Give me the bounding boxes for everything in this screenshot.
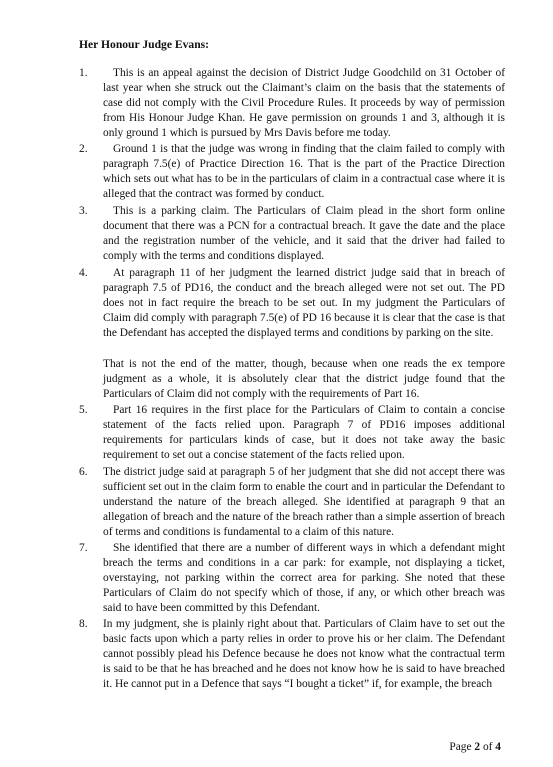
paragraph-text: In my judgment, she is plainly right about that. Particulars of Claim have to set out the basic facts upon which a party relies in order to prove his or her claim. The Defendant cannot possibly plead his Defence because he does not know what the contractual term is said to be that he has breached and he does not know how he is said to have breached it. He cannot put in a Defence that says “I bought a ticket” if, for example, the breach [103, 618, 505, 690]
page-number-current: 2 [474, 741, 481, 753]
paragraph-number: 3. [79, 205, 88, 217]
paragraph-number: 2. [79, 143, 88, 155]
paragraph-text: She identified that there are a number of different ways in which a defendant might breach the terms and conditions in a car park: for example, not displaying a ticket, overstaying, not parking within the correct area for parking. She noted that these Particulars of Claim do not specify which of those, if any, or which other breach was said to have been committed by this Defendant. [103, 542, 505, 614]
paragraph-number: 1. [79, 67, 88, 79]
paragraph-number: 6. [79, 466, 88, 478]
paragraph-number: 4. [79, 267, 88, 279]
paragraph-text: At paragraph 11 of her judgment the learned district judge said that in breach of paragraph 7.5 of PD16, the conduct and the breach alleged were not set out. The PD does not in fact require the breach to be set out. In my judgment the Particulars of Claim did comply with paragraph 7.5(e) of PD 16 because it is clear that the case is that the Defendant has accepted the displayed terms and conditions by parking on the site. [103, 267, 505, 339]
paragraph-text: Part 16 requires in the first place for the Particulars of Claim to contain a concise statement of the facts relied upon. Paragraph 7 of PD16 imposes additional requirements for particulars kinds of case, but it does not take away the basic requirement to set out a concise statement of the facts relied upon. [103, 404, 505, 461]
paragraph-number: 8. [79, 618, 88, 630]
paragraph-text: This is an appeal against the decision of District Judge Goodchild on 31 October of last year when she struck out the Claimant’s claim on the basis that the statements of case did not comply with the Civil Procedure Rules. It proceeds by way of permission from His Honour Judge Khan. He gave permission on grounds 1 and 3, although it is only ground 1 which is pursued by Mrs Davis before me today. [103, 67, 505, 139]
page-number-prefix: Page [449, 741, 472, 753]
page-number-of: of [482, 741, 493, 753]
page-number [449, 741, 501, 753]
paragraph-number: 5. [79, 404, 88, 416]
paragraph-text: That is not the end of the matter, though, because when one reads the ex tempore judgment as a whole, it is absolutely clear that the district judge found that the Particulars of Claim did not comply with the requirements of Part 16. [103, 358, 505, 400]
paragraph-text: This is a parking claim. The Particulars of Claim plead in the short form online document that there was a PCN for a contractual breach. It gave the date and the place and the registration number of the vehicle, and it said that the driver had failed to comply with the terms and conditions displayed. [103, 205, 505, 262]
paragraph-number: 7. [79, 542, 88, 554]
page-number-total: 4 [495, 741, 501, 753]
paragraph-text: The district judge said at paragraph 5 of her judgment that she did not accept there was sufficient set out in the claim form to enable the court and in particular the Defendant to understand the nature of the breach alleged. She identified at paragraph 9 that an allegation of breach and the nature of the breach rather than a simple assertion of breach of terms and conditions is fundamental to a claim of this nature. [103, 466, 505, 538]
judge-heading: Her Honour Judge Evans: [79, 38, 210, 51]
paragraph-text: Ground 1 is that the judge was wrong in finding that the claim failed to comply with paragraph 7.5(e) of Practice Direction 16. That is the part of the Practice Direction which sets out what has to be in the particulars of claim in a contractual case where it is alleged that the contract was formed by conduct. [103, 143, 505, 200]
